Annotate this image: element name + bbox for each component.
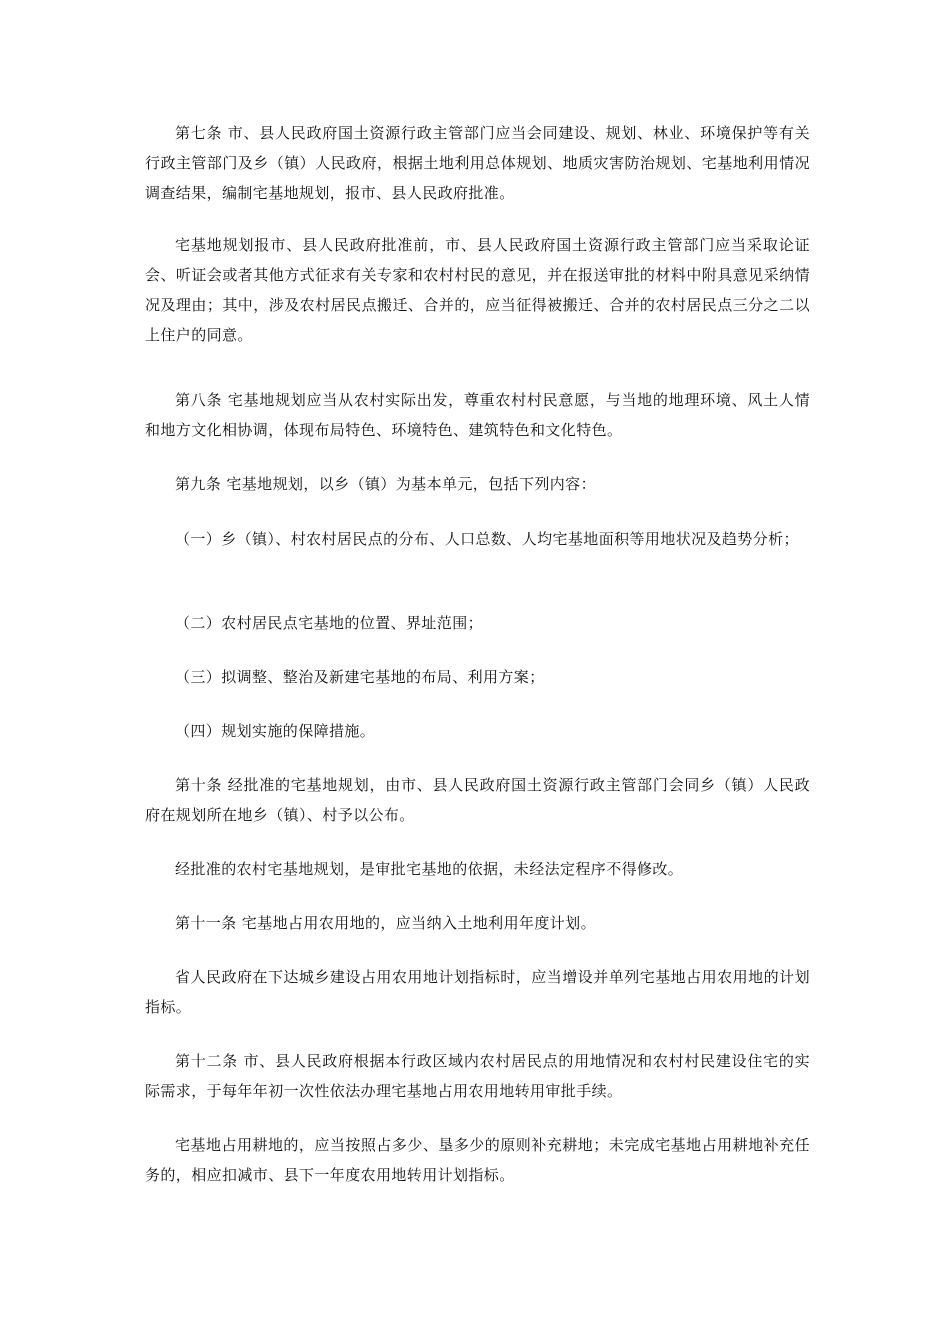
paragraph-article-8: 第八条 宅基地规划应当从农村实际出发，尊重农村村民意愿，与当地的地理环境、风土人情和地方文化相协调，体现布局特色、环境特色、建筑特色和文化特色。 bbox=[145, 391, 810, 439]
paragraph-approved-plan: 经批准的农村宅基地规划，是审批宅基地的依据，未经法定程序不得修改。 bbox=[175, 860, 684, 878]
paragraph-planning-approval: 宅基地规划报市、县人民政府批准前，市、县人民政府国土资源行政主管部门应当采取论证会、听证会或者其他方式征求有关专家和农村村民的意见，并在报送审批的材料中附具意见采纳情况及理由；其中，涉及农村居民点搬迁、合并的，应当征得被搬迁、合并的农村居民点三分之二以上住户的同意。 bbox=[145, 236, 810, 344]
paragraph-article-11: 第十一条 宅基地占用农用地的，应当纳入土地利用年度计划。 bbox=[175, 914, 596, 932]
paragraph-item-4: （四）规划实施的保障措施。 bbox=[175, 722, 376, 740]
paragraph-item-2: （二）农村居民点宅基地的位置、界址范围； bbox=[175, 614, 484, 632]
paragraph-item-1: （一）乡（镇）、村农村居民点的分布、人口总数、人均宅基地面积等用地状况及趋势分析； bbox=[175, 530, 799, 548]
paragraph-article-12: 第十二条 市、县人民政府根据本行政区域内农村居民点的用地情况和农村村民建设住宅的实际需求，于每年年初一次性依法办理宅基地占用农用地转用审批手续。 bbox=[145, 1052, 810, 1100]
paragraph-article-10: 第十条 经批准的宅基地规划，由市、县人民政府国土资源行政主管部门会同乡（镇）人民政府在规划所在地乡（镇）、村予以公布。 bbox=[145, 776, 810, 824]
paragraph-article-9: 第九条 宅基地规划，以乡（镇）为基本单元，包括下列内容： bbox=[175, 475, 596, 493]
paragraph-item-3: （三）拟调整、整治及新建宅基地的布局、利用方案； bbox=[175, 668, 545, 686]
paragraph-article-7: 第七条 市、县人民政府国土资源行政主管部门应当会同建设、规划、林业、环境保护等有关行政主管部门及乡（镇）人民政府，根据土地利用总体规划、地质灾害防治规划、宅基地利用情况调查结果，编制宅基地规划，报市、县人民政府批准。 bbox=[145, 124, 810, 202]
paragraph-farmland-compensation: 宅基地占用耕地的，应当按照占多少、垦多少的原则补充耕地；未完成宅基地占用耕地补充任务的，相应扣减市、县下一年度农用地转用计划指标。 bbox=[145, 1136, 810, 1184]
paragraph-province-quota: 省人民政府在下达城乡建设占用农用地计划指标时，应当增设并单列宅基地占用农用地的计划指标。 bbox=[145, 968, 810, 1016]
